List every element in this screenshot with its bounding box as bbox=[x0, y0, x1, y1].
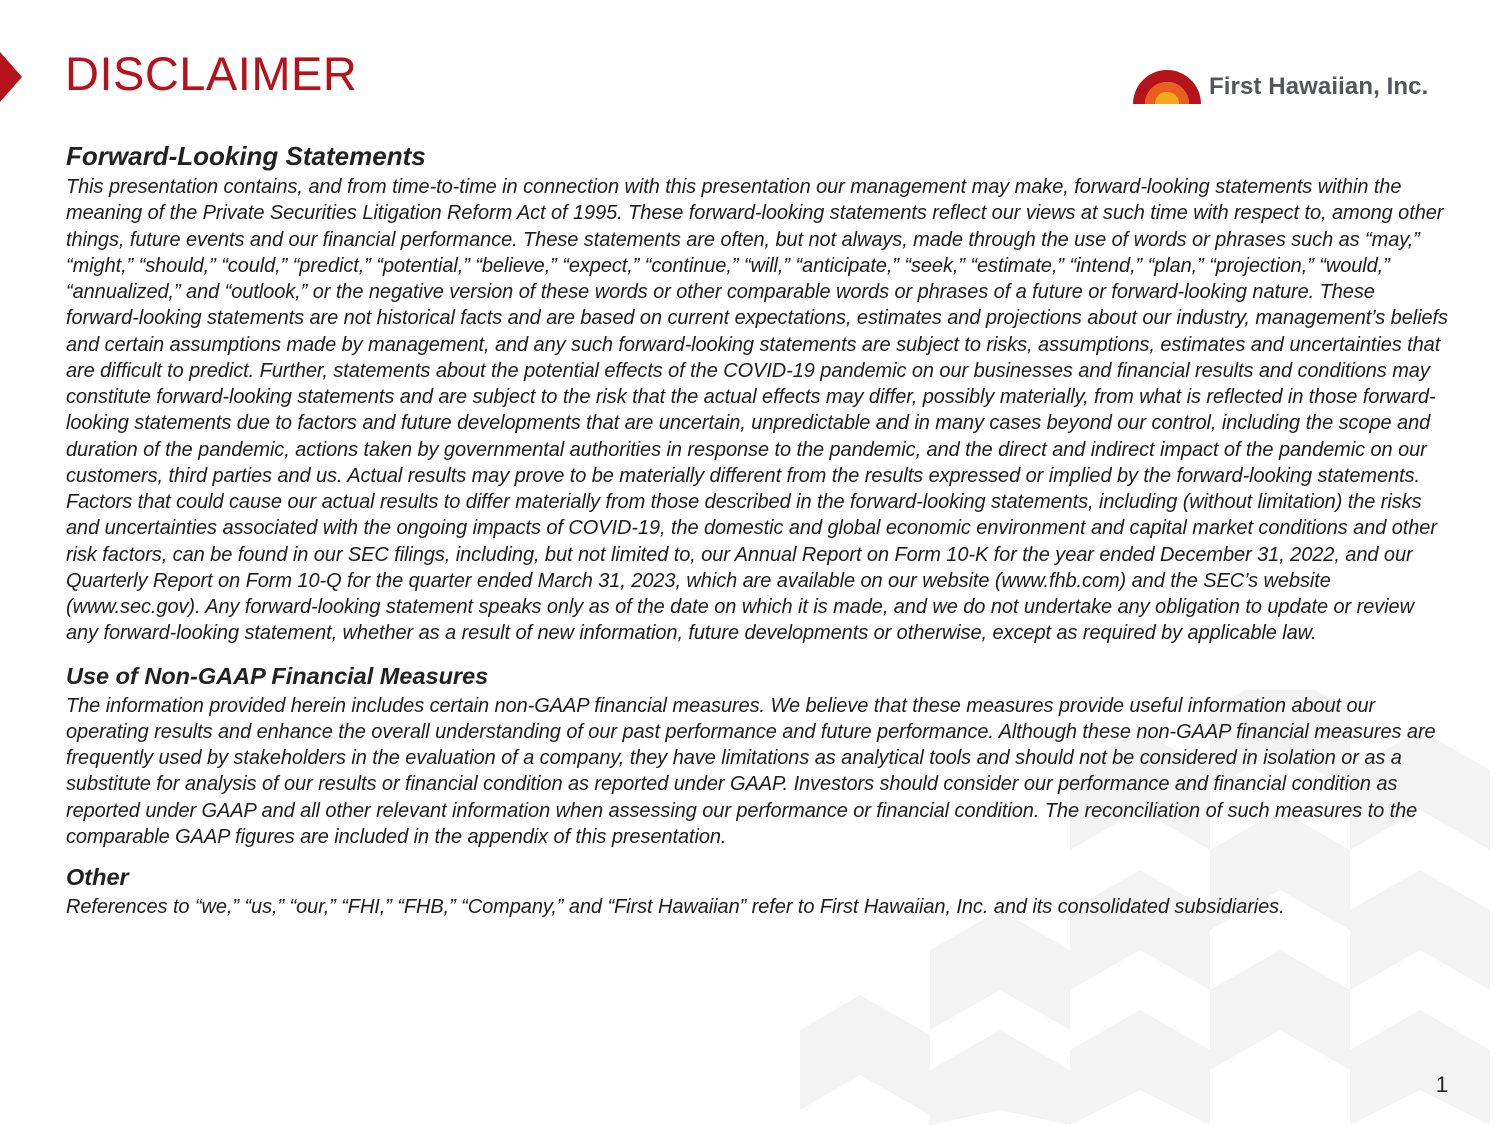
company-logo bbox=[1131, 64, 1428, 104]
page-title: DISCLAIMER bbox=[65, 47, 358, 100]
section-heading-forward-looking: Forward-Looking Statements bbox=[66, 141, 426, 171]
section-body-forward-looking: This presentation contains, and from time-to-time in connection with this presentation our management may make, forward-looking statements within the meaning of the Private Securities Litigation Reform Act of 1995. These forward-looking statements reflect our views at such time with respect to, among other things, future events and our financial performance. These statements are often, but not always, made through the use of words or phrases such as “may,” “might,” “should,” “could,” “predict,” “potential,” “believe,” “expect,” “continue,” “will,” “anticipate,” “seek,” “estimate,” “intend,” “plan,” “projection,” “would,” “annualized,” and “outlook,” or the negative version of these words or other comparable words or phrases of a future or forward-looking nature. These forward-looking statements are not historical facts and are based on current expectations, estimates and projections about our industry, management’s beliefs and certain assumptions made by management, and any such forward-looking statements are subject to risks, assumptions, estimates and uncertainties that are difficult to predict. Further, statements about the potential effects of the COVID-19 pandemic on our businesses and financial results and conditions may constitute forward-looking statements and are subject to the risk that the actual effects may differ, possibly materially, from what is reflected in those forward-looking statements due to factors and future developments that are uncertain, unpredictable and in many cases beyond our control, including the scope and duration of the pandemic, actions taken by governmental authorities in response to the pandemic, and the direct and indirect impact of the pandemic on our customers, third parties and us. Actual results may prove to be materially different from the results expressed or implied by the forward-looking statements. Factors that could cause our actual results to differ materially from those described in the forward-looking statements, including (without limitation) the risks and uncertainties associated with the ongoing impacts of COVID-19, the domestic and global economic environment and capital market conditions and other risk factors, can be found in our SEC filings, including, but not limited to, our Annual Report on Form 10-K for the year ended December 31, 2022, and our Quarterly Report on Form 10-Q for the quarter ended March 31, 2023, which are available on our website (www.fhb.com) and the SEC’s website (www.sec.gov). Any forward-looking statement speaks only as of the date on which it is made, and we do not undertake any obligation to update or review any forward-looking statement, whether as a result of new information, future developments or otherwise, except as required by applicable law. bbox=[66, 176, 1448, 645]
disclaimer-content bbox=[66, 140, 1451, 920]
section-body-other: References to “we,” “us,” “our,” “FHI,” “FHB,” “Company,” and “First Hawaiian” refer to First Hawaiian, Inc. and its consolidated subsidiaries. bbox=[66, 896, 1285, 918]
section-heading-non-gaap: Use of Non-GAAP Financial Measures bbox=[66, 662, 489, 689]
accent-arrow-icon bbox=[0, 52, 22, 102]
page-number: 1 bbox=[1435, 1072, 1448, 1097]
section-body-non-gaap: The information provided herein includes certain non-GAAP financial measures. We believe that these measures provide useful information about our operating results and enhance the overall understanding of our past performance and future performance. Although these non-GAAP financial measures are frequently used by stakeholders in the evaluation of a company, they have limitations as analytical tools and should not be considered in isolation or as a substitute for analysis of our results or financial condition as reported under GAAP. Investors should consider our performance and financial condition as reported under GAAP and all other relevant information when assessing our performance or financial condition. The reconciliation of such measures to the comparable GAAP figures are included in the appendix of this presentation. bbox=[66, 694, 1436, 848]
sunrise-logo-icon bbox=[1131, 66, 1203, 104]
logo-wordmark: First Hawaiian, Inc. bbox=[1209, 73, 1429, 100]
section-heading-other: Other bbox=[66, 864, 129, 890]
